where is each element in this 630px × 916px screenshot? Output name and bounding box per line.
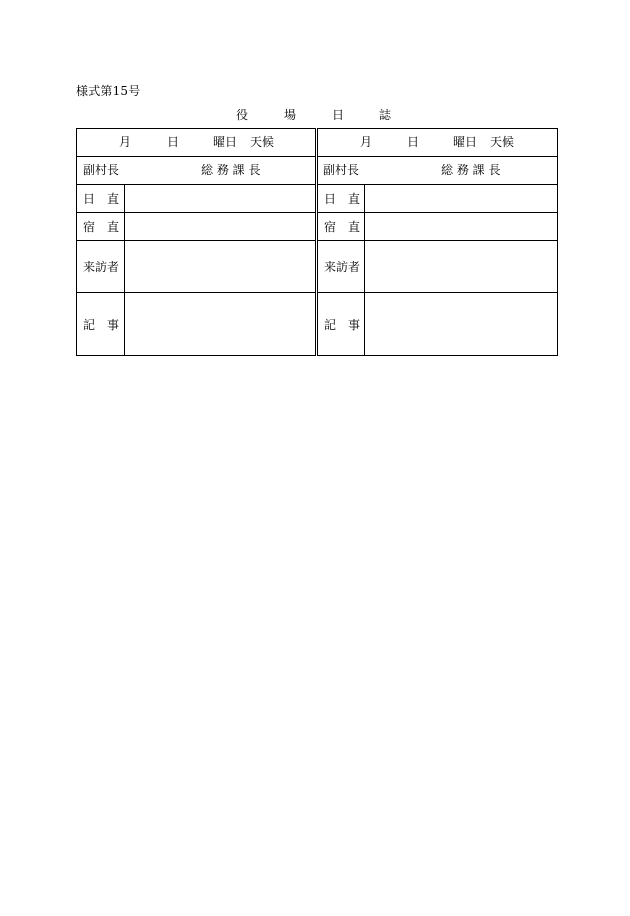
title-char-1: 役 (236, 108, 249, 122)
month-label: 月 (119, 135, 132, 149)
weather-label: 天候 (490, 135, 515, 149)
form-number: 様式第15号 (76, 84, 141, 98)
notes-field-left[interactable] (125, 293, 317, 356)
visitor-label-left: 来訪者 (77, 241, 125, 293)
deputy-mayor-label: 副村長 (323, 163, 360, 177)
general-affairs-label: 総 務 課 長 (201, 163, 261, 177)
notes-label-left: 記 事 (77, 293, 125, 356)
document-title (226, 108, 406, 122)
night-duty-row (77, 213, 558, 241)
manager-cell-right[interactable] (317, 157, 558, 185)
deputy-mayor-label: 副村長 (83, 163, 120, 177)
night-duty-label-left: 宿 直 (77, 213, 125, 241)
night-duty-label-right: 宿 直 (317, 213, 365, 241)
weekday-label: 曜日 (213, 135, 238, 149)
manager-cell-left[interactable] (77, 157, 317, 185)
day-label: 日 (167, 135, 180, 149)
day-duty-field-left[interactable] (125, 185, 317, 213)
visitor-field-left[interactable] (125, 241, 317, 293)
title-char-4: 誌 (379, 108, 392, 122)
date-row (77, 129, 558, 157)
visitor-field-right[interactable] (365, 241, 558, 293)
manager-row (77, 157, 558, 185)
date-cell-left[interactable] (77, 129, 317, 157)
visitor-row (77, 241, 558, 293)
journal-table (76, 128, 558, 356)
day-duty-label-left: 日 直 (77, 185, 125, 213)
notes-row (77, 293, 558, 356)
title-char-3: 日 (332, 108, 345, 122)
visitor-label-right: 来訪者 (317, 241, 365, 293)
weather-label: 天候 (250, 135, 275, 149)
notes-label-right: 記 事 (317, 293, 365, 356)
title-char-2: 場 (284, 108, 297, 122)
day-label: 日 (407, 135, 420, 149)
month-label: 月 (360, 135, 373, 149)
day-duty-label-right: 日 直 (317, 185, 365, 213)
night-duty-field-right[interactable] (365, 213, 558, 241)
date-cell-right[interactable] (317, 129, 558, 157)
general-affairs-label: 総 務 課 長 (441, 163, 501, 177)
day-duty-row (77, 185, 558, 213)
night-duty-field-left[interactable] (125, 213, 317, 241)
day-duty-field-right[interactable] (365, 185, 558, 213)
weekday-label: 曜日 (453, 135, 478, 149)
notes-field-right[interactable] (365, 293, 558, 356)
